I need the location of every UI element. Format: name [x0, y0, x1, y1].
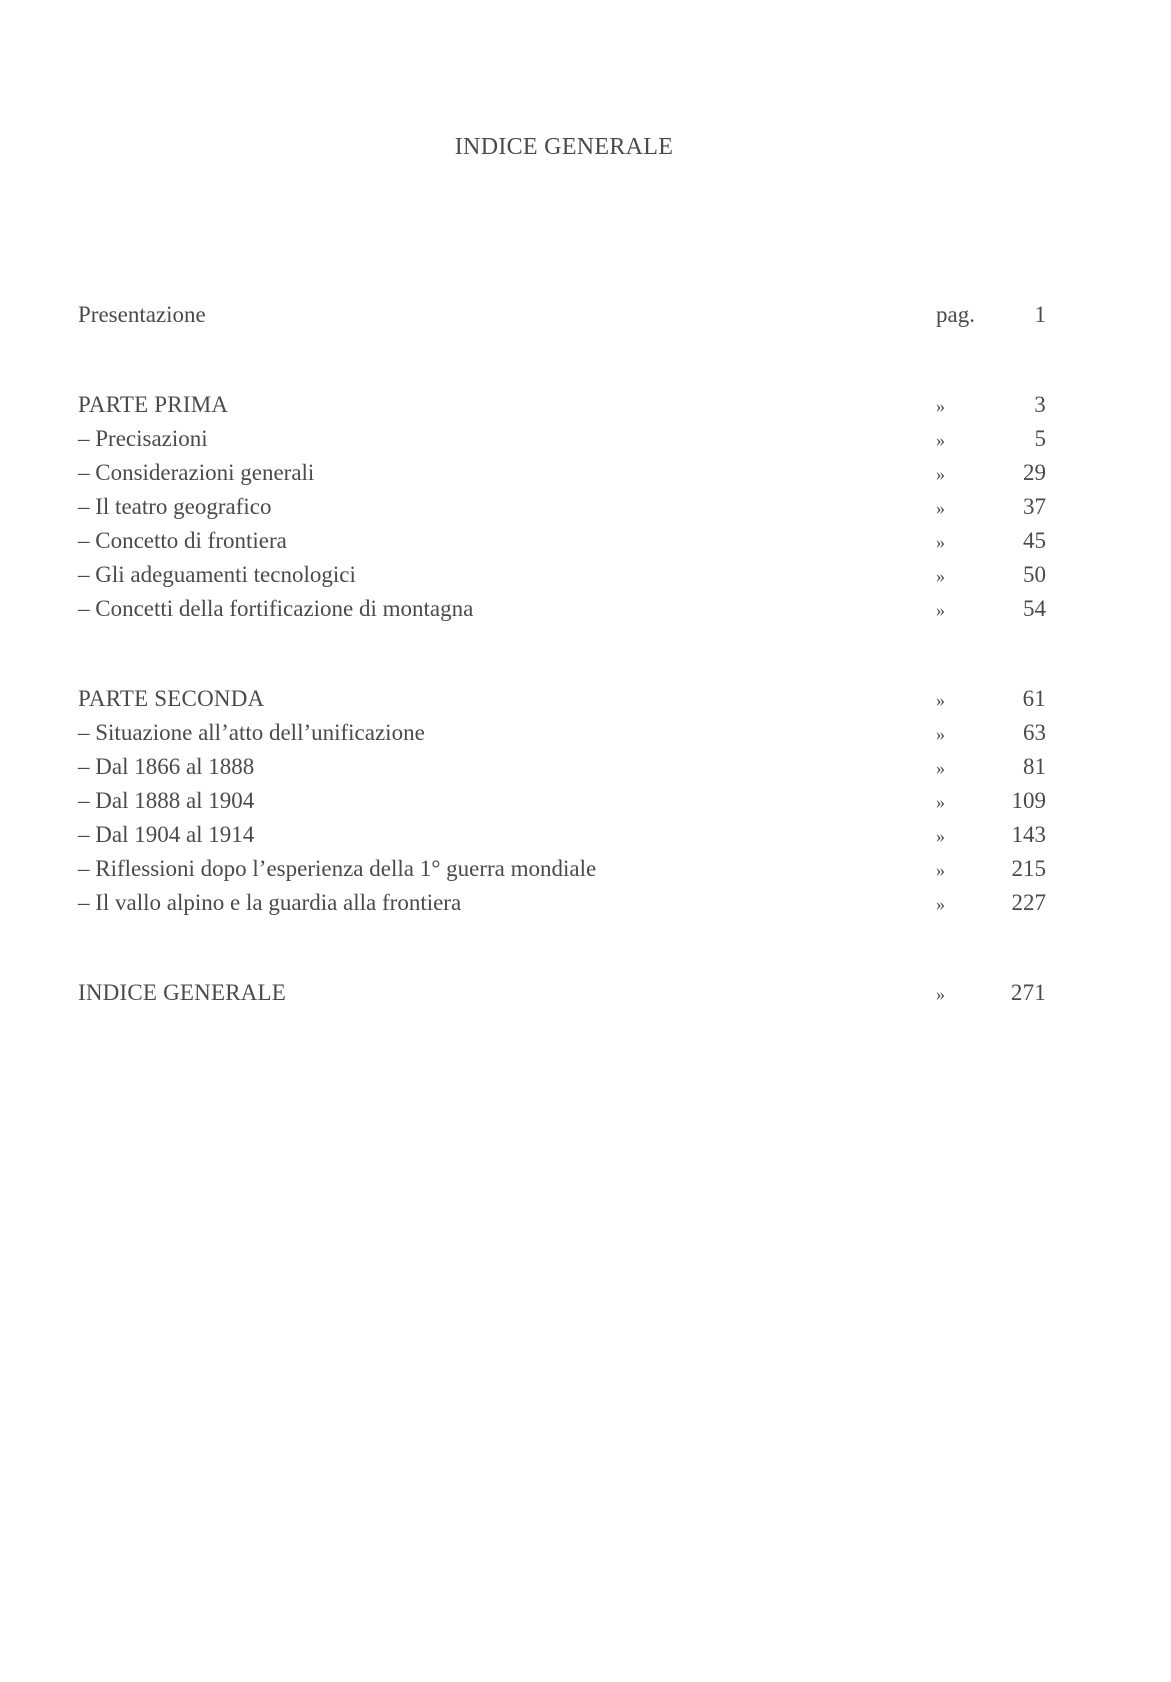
page-number: 45 [1023, 528, 1046, 553]
page-marker: » [936, 498, 945, 518]
toc-entry-label: – Dal 1904 al 1914 [78, 822, 255, 847]
toc-entry-label: – Il teatro geografico [78, 494, 272, 519]
toc-entry [78, 460, 1046, 494]
page-marker: » [936, 430, 945, 450]
page-number: 109 [1011, 788, 1046, 813]
toc-entry-label: – Situazione all’atto dell’unificazione [78, 720, 425, 745]
toc-entry-label: – Dal 1888 al 1904 [78, 788, 255, 813]
page-number: 37 [1023, 494, 1046, 519]
page-number: 81 [1023, 754, 1046, 779]
page-marker: » [936, 894, 945, 914]
page-number: 271 [1010, 980, 1046, 1005]
page-marker: » [936, 792, 945, 812]
toc-entry [78, 494, 1046, 528]
page-number: 63 [1023, 720, 1046, 745]
page-prefix: pag. [936, 302, 975, 327]
page-marker: » [936, 758, 945, 778]
toc-entry-presentazione [78, 302, 1046, 336]
toc-heading-parte-prima [78, 392, 1046, 426]
page-number: 5 [1034, 426, 1046, 451]
page-number: 227 [1011, 890, 1046, 915]
page-number: 50 [1023, 562, 1046, 587]
toc-heading-indice-generale [78, 980, 1046, 1014]
page-number: 1 [1034, 302, 1046, 327]
toc-entry-label: – Concetti della fortificazione di montagna [78, 596, 474, 621]
toc-heading-label: INDICE GENERALE [78, 980, 287, 1005]
page-number: 143 [1011, 822, 1046, 847]
page-marker: » [936, 532, 945, 552]
toc-entry-label: – Precisazioni [78, 426, 208, 451]
toc-entry [78, 856, 1046, 890]
page-marker: » [936, 600, 945, 620]
page-number: 29 [1023, 460, 1046, 485]
toc-heading-label: PARTE PRIMA [78, 392, 229, 417]
toc-heading-parte-seconda [78, 686, 1046, 720]
toc-entry [78, 426, 1046, 460]
toc-entry [78, 788, 1046, 822]
toc-entry [78, 822, 1046, 856]
toc-entry [78, 890, 1046, 924]
toc-entry-label: – Gli adeguamenti tecnologici [78, 562, 356, 587]
toc-entry-label: – Considerazioni generali [78, 460, 315, 485]
toc-entry [78, 720, 1046, 754]
page-marker: » [936, 724, 945, 744]
page-number: 54 [1023, 596, 1046, 621]
toc-entry-label: Presentazione [78, 302, 206, 327]
page-marker: » [936, 690, 946, 710]
page-number: 215 [1011, 856, 1046, 881]
page-marker: » [936, 396, 946, 416]
page-marker: » [936, 984, 946, 1004]
page-marker: » [936, 860, 945, 880]
page-number: 3 [1034, 392, 1046, 417]
page-marker: » [936, 464, 945, 484]
toc-entry-label: – Concetto di frontiera [78, 528, 287, 553]
page-marker: » [936, 566, 945, 586]
page-number: 61 [1022, 686, 1046, 711]
toc-entry [78, 754, 1046, 788]
page-marker: » [936, 826, 945, 846]
toc-entry-label: – Dal 1866 al 1888 [78, 754, 255, 779]
toc-entry [78, 528, 1046, 562]
toc-entry [78, 596, 1046, 630]
toc-heading-label: PARTE SECONDA [78, 686, 265, 711]
toc-entry [78, 562, 1046, 596]
toc-entry-label: – Riflessioni dopo l’esperienza della 1° guerra mondiale [78, 856, 597, 881]
toc-entry-label: – Il vallo alpino e la guardia alla frontiera [78, 890, 462, 915]
page-title: INDICE GENERALE [454, 134, 674, 160]
